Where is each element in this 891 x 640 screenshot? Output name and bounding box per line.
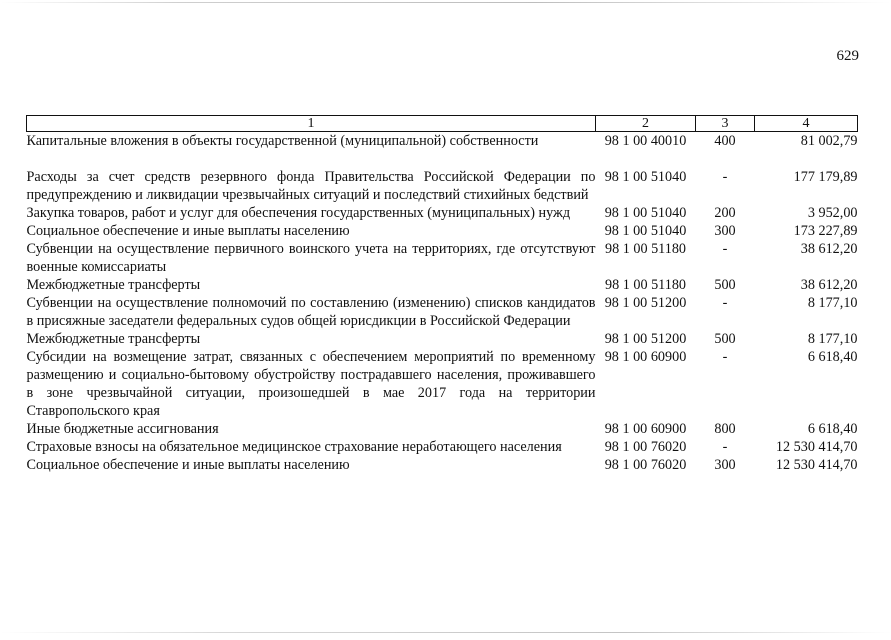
header-col-3: 3 bbox=[696, 116, 755, 132]
row-type: 500 bbox=[714, 277, 736, 293]
table-row bbox=[27, 456, 858, 474]
row-type: 500 bbox=[714, 331, 736, 347]
row-sum: 38 612,20 bbox=[800, 241, 858, 257]
table-row bbox=[27, 348, 858, 420]
row-code: 98 1 00 60900 bbox=[604, 349, 687, 365]
page-number: 629 bbox=[836, 48, 859, 64]
row-sum: 6 618,40 bbox=[807, 349, 858, 365]
table-header-row bbox=[27, 116, 858, 132]
header-col-1: 1 bbox=[27, 116, 596, 132]
row-type: - bbox=[722, 295, 728, 311]
row-type: - bbox=[722, 439, 728, 455]
row-name: Межбюджетные трансферты bbox=[26, 331, 201, 347]
row-code: 98 1 00 51180 bbox=[604, 241, 687, 257]
row-code: 98 1 00 60900 bbox=[604, 421, 687, 437]
row-sum: 81 002,79 bbox=[800, 133, 858, 149]
table-row bbox=[27, 222, 858, 240]
table-row bbox=[27, 204, 858, 222]
row-sum: 6 618,40 bbox=[807, 421, 858, 437]
row-sum: 8 177,10 bbox=[807, 295, 858, 311]
row-type: 300 bbox=[714, 457, 736, 473]
row-sum: 12 530 414,70 bbox=[775, 439, 858, 455]
row-name: Социальное обеспечение и иные выплаты населению bbox=[26, 457, 350, 473]
budget-table bbox=[26, 115, 858, 474]
row-name: Закупка товаров, работ и услуг для обеспечения государственных (муниципальных) нужд bbox=[26, 205, 571, 221]
row-type: 400 bbox=[714, 133, 736, 149]
row-name: Межбюджетные трансферты bbox=[26, 277, 201, 293]
row-type: 300 bbox=[714, 223, 736, 239]
row-type: 800 bbox=[714, 421, 736, 437]
row-name: Иные бюджетные ассигнования bbox=[26, 421, 219, 437]
row-code: 98 1 00 76020 bbox=[604, 457, 687, 473]
table-row bbox=[27, 420, 858, 438]
row-name: Капитальные вложения в объекты государственной (муниципальной) собственности bbox=[26, 133, 539, 149]
row-code: 98 1 00 51200 bbox=[604, 295, 687, 311]
scan-edge-bottom bbox=[0, 632, 891, 633]
row-type: 200 bbox=[714, 205, 736, 221]
row-code: 98 1 00 51040 bbox=[604, 205, 687, 221]
scan-edge-top bbox=[0, 2, 891, 3]
row-sum: 8 177,10 bbox=[807, 331, 858, 347]
row-type: - bbox=[722, 349, 728, 365]
table-row bbox=[27, 330, 858, 348]
table-row bbox=[27, 294, 858, 330]
row-code: 98 1 00 40010 bbox=[604, 133, 687, 149]
row-name: Страховые взносы на обязательное медицинское страхование неработающего населения bbox=[26, 439, 562, 455]
row-code: 98 1 00 51040 bbox=[604, 169, 687, 185]
header-col-2: 2 bbox=[596, 116, 696, 132]
row-code: 98 1 00 51040 bbox=[604, 223, 687, 239]
row-code: 98 1 00 51180 bbox=[604, 277, 687, 293]
table-row bbox=[27, 168, 858, 204]
row-sum: 12 530 414,70 bbox=[775, 457, 858, 473]
row-name: Социальное обеспечение и иные выплаты населению bbox=[26, 223, 350, 239]
row-sum: 38 612,20 bbox=[800, 277, 858, 293]
row-type: - bbox=[722, 169, 728, 185]
row-sum: 177 179,89 bbox=[793, 169, 858, 185]
row-name: Субсидии на возмещение затрат, связанных с обеспечением мероприятий по временному размещению и социально-бытовому обустройству пострадавшего населения, проживавшего в зоне чрезвычайной ситуации, произошедшей в мае 2017 года на территории Ставропольского края bbox=[26, 349, 596, 419]
row-code: 98 1 00 76020 bbox=[604, 439, 687, 455]
header-col-4: 4 bbox=[755, 116, 858, 132]
table-row bbox=[27, 438, 858, 456]
row-type: - bbox=[722, 241, 728, 257]
table-row bbox=[27, 240, 858, 276]
row-name: Расходы за счет средств резервного фонда Правительства Российской Федерации по предупреждению и ликвидации чрезвычайных ситуаций и последствий стихийных бедствий bbox=[26, 169, 596, 203]
table-row bbox=[27, 276, 858, 294]
row-code: 98 1 00 51200 bbox=[604, 331, 687, 347]
row-name: Субвенции на осуществление полномочий по составлению (изменению) списков кандидатов в присяжные заседатели федеральных судов общей юрисдикции в Российской Федерации bbox=[26, 295, 596, 329]
table-row bbox=[27, 132, 858, 169]
row-name: Субвенции на осуществление первичного воинского учета на территориях, где отсутствуют военные комиссариаты bbox=[26, 241, 596, 275]
row-sum: 173 227,89 bbox=[793, 223, 858, 239]
row-sum: 3 952,00 bbox=[807, 205, 858, 221]
